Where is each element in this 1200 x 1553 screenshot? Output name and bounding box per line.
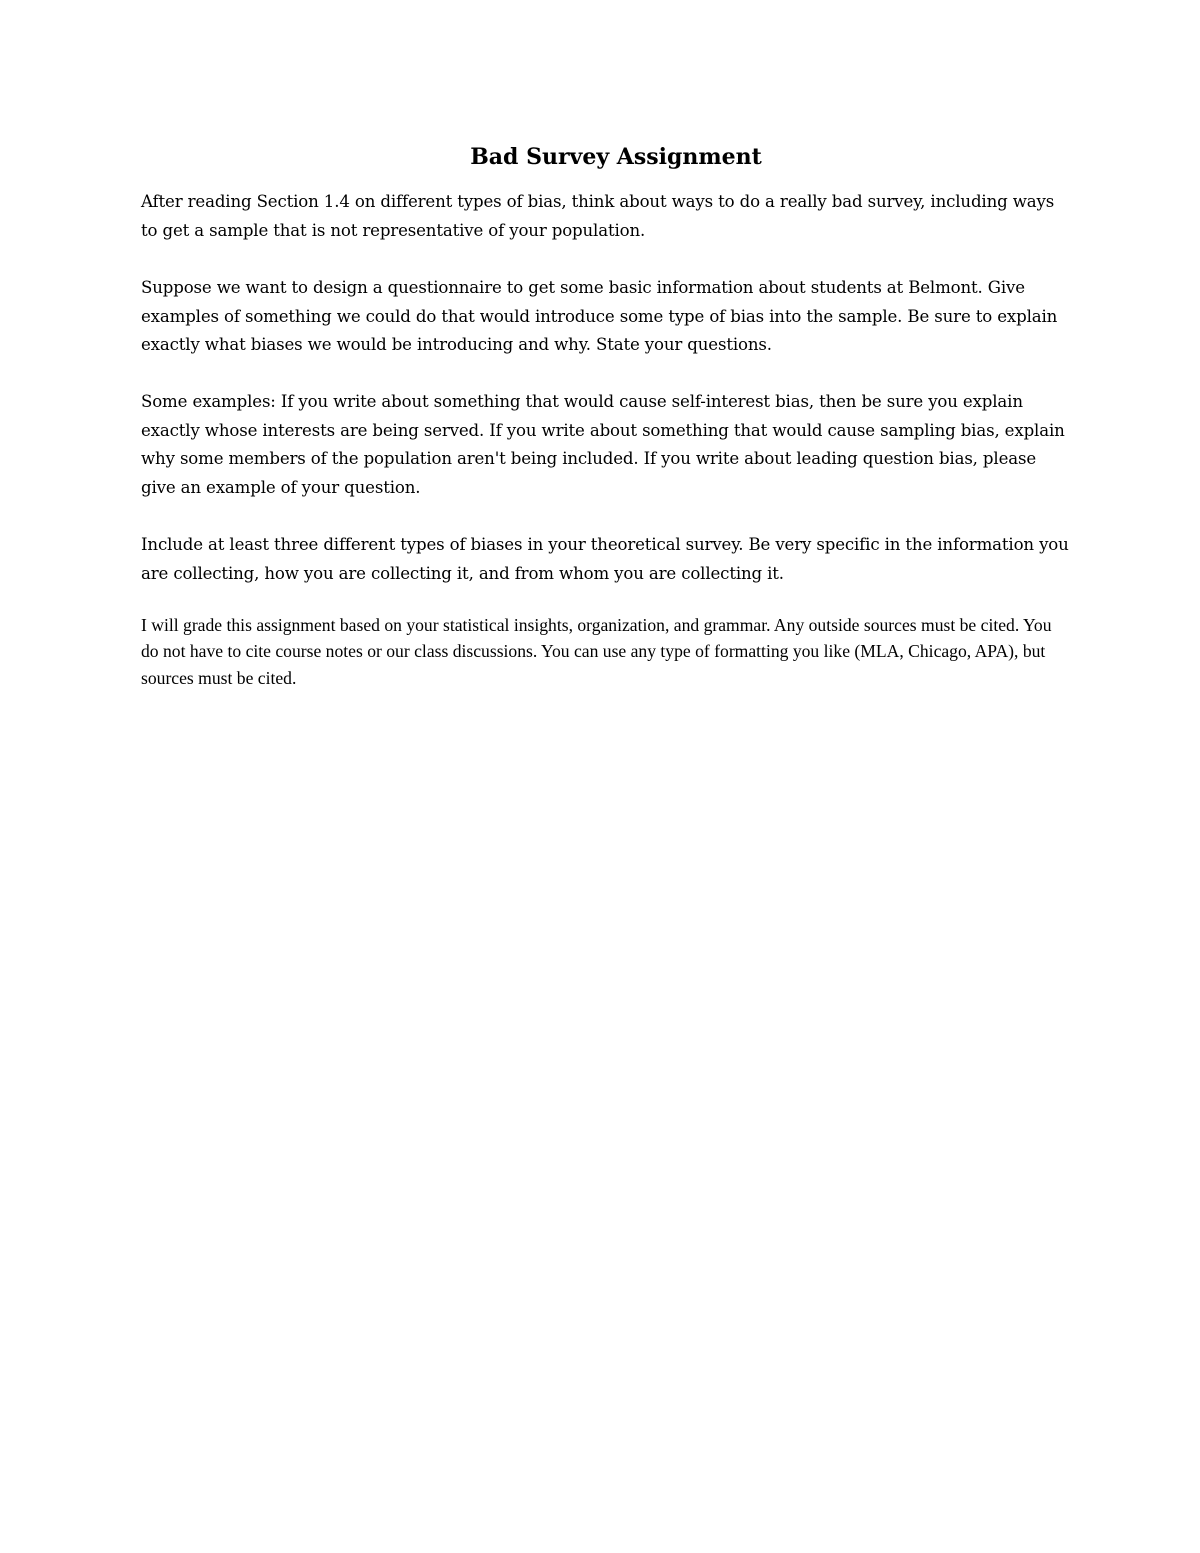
paragraph-examples: Some examples: If you write about something that would cause self-interest bias, then be sure you explain exactly whose interests are being served. If you write about something that would cause sampling bias, explain why some members of the population aren't being included. If you write about leading question bias, please give an example of your question. — [141, 392, 1065, 498]
paragraph-grading: I will grade this assignment based on your statistical insights, organization, and grammar. Any outside sources must be cited. You do not have to cite course notes or our class discussions. You can use any type of formatting you like (MLA, Chicago, APA), but sources must be cited. — [141, 615, 1052, 688]
document-title: Bad Survey Assignment — [470, 144, 762, 170]
paragraph-intro: After reading Section 1.4 on different types of bias, think about ways to do a really bad survey, including ways to get a sample that is not representative of your population. — [141, 192, 1055, 240]
paragraph-questionnaire: Suppose we want to design a questionnaire to get some basic information about students at Belmont. Give examples of something we could do that would introduce some type of bias into the sample. Be sure to explain exactly what biases we would be introducing and why. State your questions. — [141, 278, 1058, 355]
paragraph-requirements: Include at least three different types of biases in your theoretical survey. Be very specific in the information you are collecting, how you are collecting it, and from whom you are collecting it. — [141, 535, 1069, 583]
